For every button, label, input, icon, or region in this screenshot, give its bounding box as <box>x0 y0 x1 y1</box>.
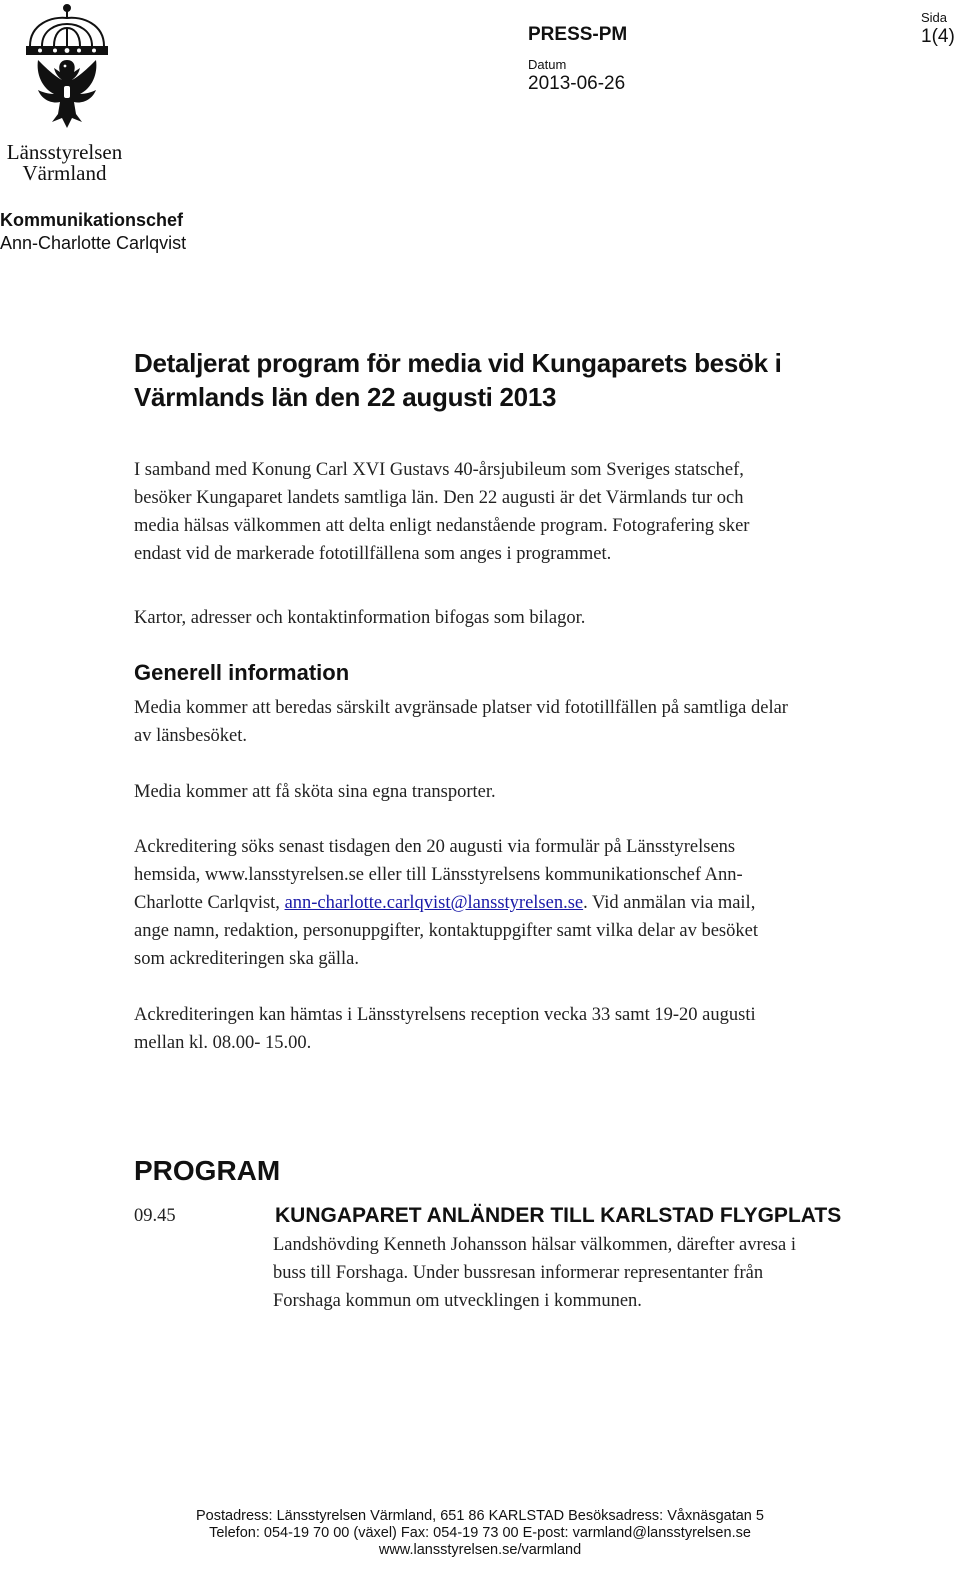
organization-logo-text <box>2 142 127 184</box>
text-line: I samband med Konung Carl XVI Gustavs 40-årsjubileum som Sveriges statschef, <box>134 460 744 480</box>
title-line: Värmlands län den 22 augusti 2013 <box>134 382 557 412</box>
author-name: Ann-Charlotte Carlqvist <box>0 233 187 253</box>
logo-text-line: Värmland <box>22 161 107 185</box>
accreditation-paragraph <box>134 833 894 973</box>
text-line: hemsida, www.lansstyrelsen.se eller till Länsstyrelsens kommunikationschef Ann- <box>134 865 743 885</box>
intro-paragraph <box>134 456 894 568</box>
text-segment: . Vid anmälan via mail, <box>583 893 756 913</box>
author-title: Kommunikationschef <box>0 210 184 230</box>
text-line: endast vid de markerade fototillfällena som anges i programmet. <box>134 544 612 564</box>
text-line: besöker Kungaparet landets samtliga län. Den 22 augusti är det Värmlands tur och <box>134 488 744 508</box>
text-line: av länsbesöket. <box>134 726 248 746</box>
general-paragraph: Media kommer att få sköta sina egna transporter. <box>134 782 496 802</box>
text-line: Ackreditering söks senast tisdagen den 20 augusti via formulär på Länsstyrelsens <box>134 837 736 857</box>
program-item-description <box>273 1231 893 1315</box>
section-heading-program: PROGRAM <box>134 1155 281 1186</box>
accreditation-pickup-paragraph <box>134 1001 894 1057</box>
section-heading-general: Generell information <box>134 660 350 685</box>
program-item-time: 09.45 <box>134 1206 176 1226</box>
text-line: Ackrediteringen kan hämtas i Länsstyrelsens reception vecka 33 samt 19-20 augusti <box>134 1005 756 1025</box>
crown-eagle-emblem-icon <box>8 2 126 142</box>
page-footer <box>0 1508 960 1559</box>
text-line: Landshövding Kenneth Johansson hälsar välkommen, därefter avresa i <box>273 1235 796 1255</box>
date-value: 2013-06-26 <box>528 73 626 94</box>
footer-address: Postadress: Länsstyrelsen Värmland, 651 86 KARLSTAD Besöksadress: Våxnäsgatan 5 <box>196 1508 764 1524</box>
text-line: mellan kl. 08.00- 15.00. <box>134 1033 312 1053</box>
text-line: ange namn, redaktion, personuppgifter, kontaktuppgifter samt vilka delar av besöket <box>134 921 758 941</box>
date-label: Datum <box>528 57 567 72</box>
page-label: Sida <box>921 10 948 25</box>
text-line <box>134 889 894 917</box>
text-line: buss till Forshaga. Under bussresan informerar representanter från <box>273 1263 764 1283</box>
document-type: PRESS-PM <box>528 24 628 45</box>
text-line: Forshaga kommun om utvecklingen i kommunen. <box>273 1291 642 1311</box>
logo-text-line: Länsstyrelsen <box>6 140 123 164</box>
footer-contact: Telefon: 054-19 70 00 (växel) Fax: 054-19 73 00 E-post: varmland@lansstyrelsen.se <box>209 1525 751 1541</box>
attachments-note: Kartor, adresser och kontaktinformation bifogas som bilagor. <box>134 608 586 628</box>
text-line: Media kommer att beredas särskilt avgränsade platser vid fototillfällen på samtliga delar <box>134 698 788 718</box>
text-segment: Charlotte Carlqvist, <box>134 893 285 913</box>
contact-email-link[interactable]: ann-charlotte.carlqvist@lansstyrelsen.se <box>284 893 584 913</box>
program-item-title: KUNGAPARET ANLÄNDER TILL KARLSTAD FLYGPLATS <box>275 1204 842 1227</box>
footer-website: www.lansstyrelsen.se/varmland <box>378 1542 582 1558</box>
general-paragraph <box>134 694 894 750</box>
page-number: 1(4) <box>921 26 955 47</box>
text-line: media hälsas välkommen att delta enligt nedanstående program. Fotografering sker <box>134 516 750 536</box>
page-title <box>134 346 854 414</box>
title-line: Detaljerat program för media vid Kungaparets besök i <box>134 348 782 378</box>
text-line: som ackrediteringen ska gälla. <box>134 949 359 969</box>
